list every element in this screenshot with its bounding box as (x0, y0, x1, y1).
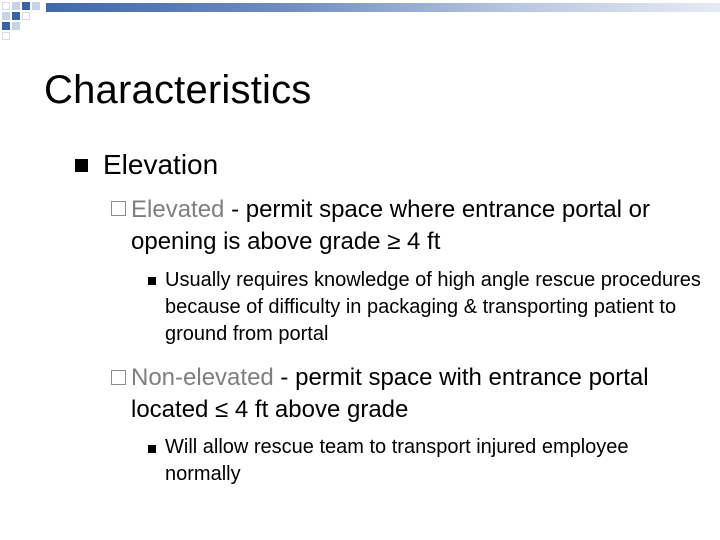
separator: - (224, 196, 246, 223)
deco-square (22, 12, 30, 20)
header-decoration (0, 0, 720, 40)
deco-square (12, 12, 20, 20)
small-square-bullet-icon (148, 277, 156, 285)
bullet-elevation: Elevation (103, 149, 219, 180)
deco-square (32, 2, 40, 10)
definition-elevated: permit space where entrance portal or opening is above grade ≥ 4 ft (131, 196, 650, 255)
term-non-elevated: Non-elevated (131, 364, 274, 391)
header-gradient-bar (46, 3, 720, 12)
deco-square (2, 2, 10, 10)
hollow-square-bullet-icon (111, 370, 126, 385)
separator: - (273, 364, 296, 391)
deco-square (2, 12, 10, 20)
definition-non-elevated: permit space with entrance portal located ≤ 4 ft above grade (131, 364, 649, 423)
bullet-non-elevated (131, 362, 716, 426)
bullet-elevated (131, 194, 716, 258)
deco-square (12, 22, 20, 30)
slide-title: Characteristics (44, 68, 312, 112)
square-bullet-icon (75, 159, 88, 172)
term-elevated: Elevated (131, 196, 225, 223)
deco-square (2, 22, 10, 30)
sub-bullet-elevated: Usually requires knowledge of high angle rescue procedures because of difficulty in packaging & transporting patient to ground from portal (165, 269, 701, 345)
deco-square (12, 2, 20, 10)
deco-square (22, 2, 30, 10)
deco-square (2, 32, 10, 40)
hollow-square-bullet-icon (111, 201, 126, 216)
sub-bullet-non-elevated: Will allow rescue team to transport injured employee normally (165, 436, 629, 485)
small-square-bullet-icon (148, 445, 156, 453)
